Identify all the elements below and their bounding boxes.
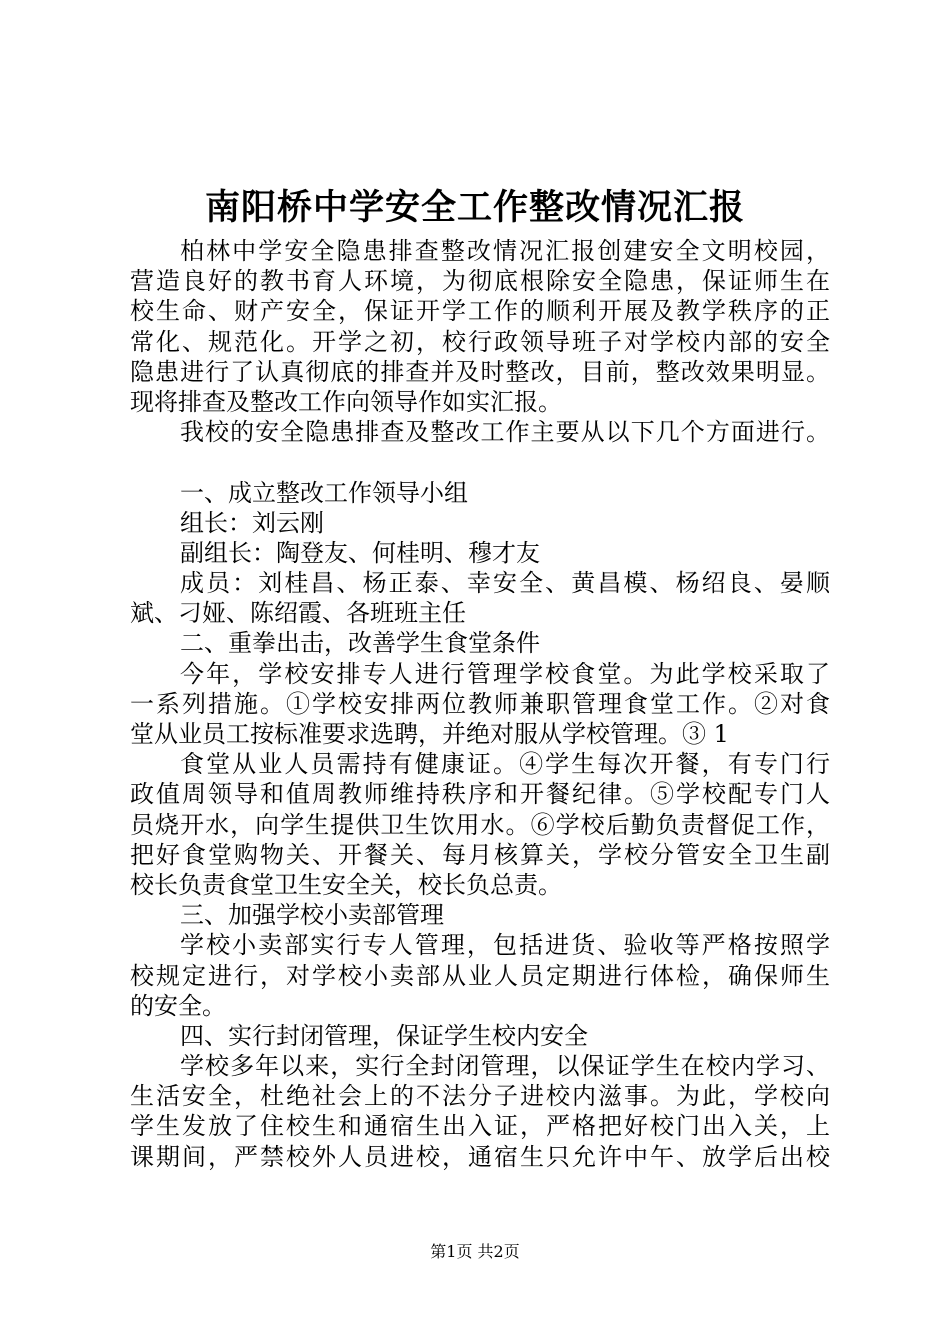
- text-line: 学校多年以来，实行全封闭管理，以保证学生在校内学习、: [180, 1052, 830, 1081]
- text-line: 柏林中学安全隐患排查整改情况汇报创建安全文明校园，: [180, 237, 830, 265]
- text-line: 生活安全，杜绝社会上的不法分子进校内滋事。为此，学校向: [130, 1082, 830, 1111]
- document-body: [130, 236, 830, 1172]
- page-footer: 第1页 共2页: [430, 1242, 520, 1261]
- text-line: 副组长：陶登友、何桂明、穆才友: [180, 538, 540, 567]
- text-line: 营造良好的教书育人环境，为彻底根除安全隐患，保证师生在: [130, 267, 830, 296]
- text-line: 学生发放了住校生和通宿生出入证，严格把好校门出入关，上: [130, 1112, 830, 1141]
- text-line: 成员：刘桂昌、杨正泰、幸安全、黄昌模、杨绍良、晏顺: [180, 569, 830, 598]
- text-line: 组长：刘云刚: [180, 508, 324, 537]
- text-line: 堂从业员工按标准要求选聘，并绝对服从学校管理。③ 1: [130, 720, 729, 748]
- text-line: 常化、规范化。开学之初，校行政领导班子对学校内部的安全: [130, 327, 830, 356]
- text-line: 校规定进行，对学校小卖部从业人员定期进行体检，确保师生: [130, 961, 830, 990]
- text-line: 一系列措施。①学校安排两位教师兼职管理食堂工作。②对食: [130, 689, 830, 718]
- document-title: 南阳桥中学安全工作整改情况汇报: [204, 188, 745, 228]
- text-line: 一、成立整改工作领导小组: [180, 478, 468, 507]
- text-line: 现将排查及整改工作向领导作如实汇报。: [130, 387, 562, 416]
- text-line: 员烧开水，向学生提供卫生饮用水。⑥学校后勤负责督促工作，: [130, 810, 830, 839]
- text-line: 校生命、财产安全，保证开学工作的顺利开展及教学秩序的正: [130, 297, 830, 326]
- text-line: 三、加强学校小卖部管理: [180, 901, 444, 930]
- text-line: 学校小卖部实行专人管理，包括进货、验收等严格按照学: [180, 931, 830, 960]
- text-line: 政值周领导和值周教师维持秩序和开餐纪律。⑤学校配专门人: [130, 780, 830, 809]
- text-line: 的安全。: [130, 991, 226, 1020]
- text-line: 校长负责食堂卫生安全关，校长负总责。: [130, 870, 562, 899]
- text-line: 隐患进行了认真彻底的排查并及时整改，目前，整改效果明显。: [130, 357, 830, 386]
- text-line: 今年，学校安排专人进行管理学校食堂。为此学校采取了: [180, 659, 830, 688]
- blank-line: [130, 447, 830, 477]
- text-line: 我校的安全隐患排查及整改工作主要从以下几个方面进行。: [180, 418, 830, 447]
- text-line: 把好食堂购物关、开餐关、每月核算关，学校分管安全卫生副: [130, 840, 830, 869]
- text-line: 斌、刁娅、陈绍霞、各班班主任: [130, 599, 466, 628]
- text-line: 二、重拳出击，改善学生食堂条件: [180, 629, 540, 658]
- text-line: 四、实行封闭管理，保证学生校内安全: [180, 1021, 588, 1050]
- text-line: 食堂从业人员需持有健康证。④学生每次开餐，有专门行: [180, 750, 830, 779]
- text-line: 课期间，严禁校外人员进校，通宿生只允许中午、放学后出校: [130, 1142, 830, 1171]
